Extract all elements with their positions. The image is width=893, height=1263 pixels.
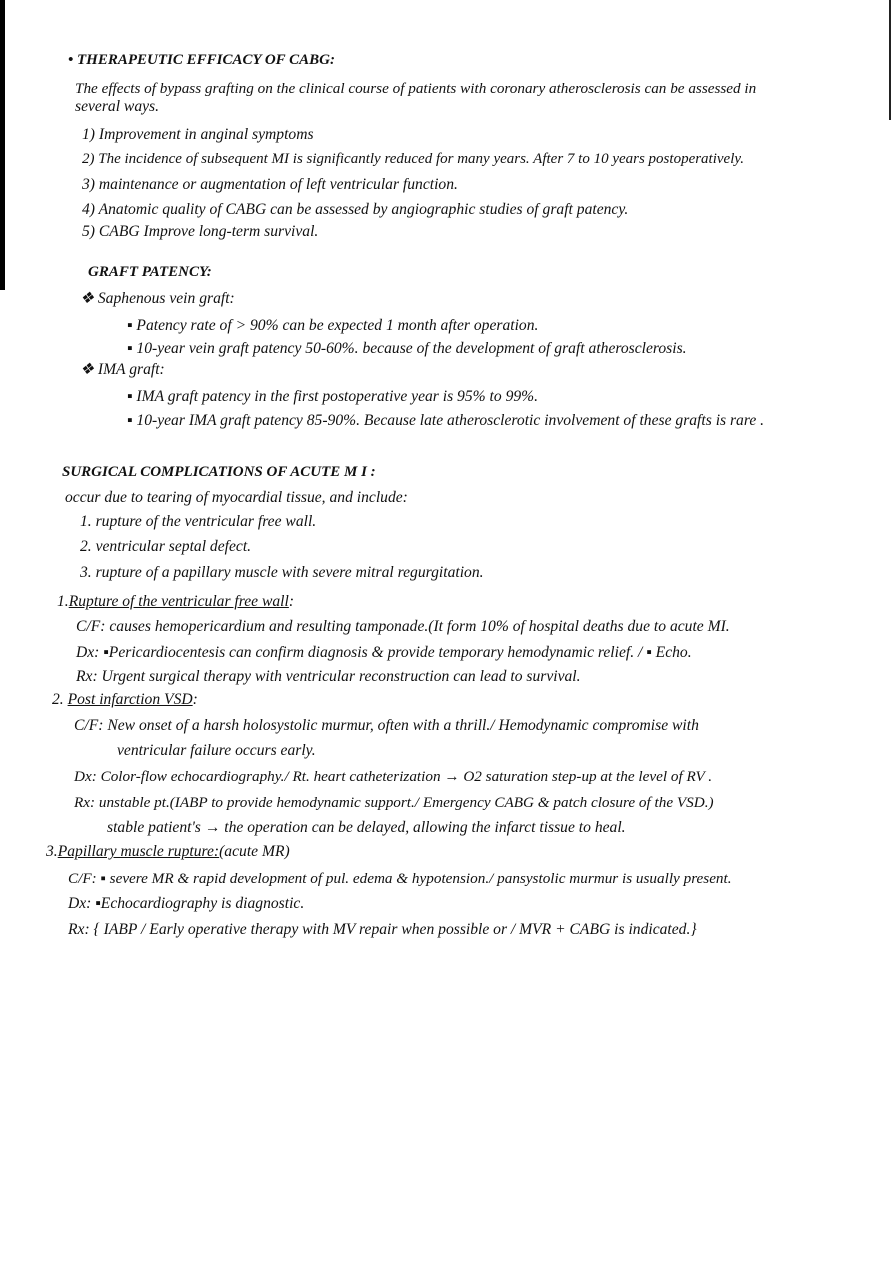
papillary-cf: C/F: ▪ severe MR & rapid development of pul. edema & hypotension./ pansystolic murmur is usually present. [68,870,732,887]
vsd-dx: Dx: Color-flow echocardiography./ Rt. heart catheterization → O2 saturation step-up at the level of RV . [74,768,713,785]
list-item: 2) The incidence of subsequent MI is significantly reduced for many years. After 7 to 10 years postoperatively. [82,151,744,167]
vsd-cf-line-2: ventricular failure occurs early. [117,742,316,759]
intro-line-1: The effects of bypass grafting on the clinical course of patients with coronary atherosclerosis can be assessed in [75,80,757,97]
rupture-free-wall-heading [57,592,294,612]
rupture-rx: Rx: Urgent surgical therapy with ventricular reconstruction can lead to survival. [76,668,581,685]
saphenous-vein-graft-label: ❖ Saphenous vein graft: [80,290,235,307]
rupture-colon: : [288,593,295,610]
papillary-rx: Rx: { IABP / Early operative therapy with MV repair when possible or / MVR + CABG is indicated.} [68,921,697,938]
list-item: 4) Anatomic quality of CABG can be assessed by angiographic studies of graft patency. [82,201,629,218]
scan-edge-right [889,0,891,120]
list-item: 1) Improvement in anginal symptoms [82,126,314,143]
graft-patency-heading: GRAFT PATENCY: [88,264,212,280]
rupture-number: 1. [57,593,69,610]
vsd-title: Post infarction VSD [67,691,193,708]
list-item: ▪ 10-year vein graft patency 50-60%. because of the development of graft atherosclerosis. [127,340,687,357]
vsd-cf-line-1: C/F: New onset of a harsh holosystolic murmur, often with a thrill./ Hemodynamic compromise with [74,717,699,734]
vsd-heading [52,690,198,710]
list-item: 3) maintenance or augmentation of left ventricular function. [82,176,458,193]
scan-edge-left [0,0,5,290]
vsd-colon: : [192,691,198,708]
rupture-cf: C/F: causes hemopericardium and resulting tamponade.(It form 10% of hospital deaths due to acute MI. [76,618,730,635]
list-item: 2. ventricular septal defect. [80,538,252,555]
papillary-title: Papillary muscle rupture: [57,843,220,860]
rupture-dx: Dx: ▪Pericardiocentesis can confirm diagnosis & provide temporary hemodynamic relief. / ▪ Echo. [76,644,692,661]
intro-line-2: several ways. [75,98,160,115]
rupture-title: Rupture of the ventricular free wall [68,593,289,610]
list-item: 5) CABG Improve long-term survival. [82,223,319,240]
therapeutic-efficacy-heading: • THERAPEUTIC EFFICACY OF CABG: [68,52,335,68]
vsd-rx-line-2: stable patient's → the operation can be delayed, allowing the infarct tissue to heal. [107,819,626,836]
papillary-heading [46,842,290,862]
papillary-number: 3. [46,843,58,860]
ima-graft-label: ❖ IMA graft: [80,361,165,378]
list-item: ▪ 10-year IMA graft patency 85-90%. Because late atherosclerotic involvement of these grafts is rare . [127,412,765,429]
surgical-intro: occur due to tearing of myocardial tissue, and include: [65,489,408,506]
vsd-rx-line-1: Rx: unstable pt.(IABP to provide hemodynamic support./ Emergency CABG & patch closure of the VSD.) [74,794,714,811]
list-item: ▪ Patency rate of > 90% can be expected 1 month after operation. [127,317,539,334]
list-item: ▪ IMA graft patency in the first postoperative year is 95% to 99%. [127,388,539,405]
papillary-dx: Dx: ▪Echocardiography is diagnostic. [68,895,305,912]
vsd-number: 2. [52,691,68,708]
list-item: 3. rupture of a papillary muscle with severe mitral regurgitation. [80,564,484,581]
papillary-suffix: (acute MR) [219,843,290,860]
list-item: 1. rupture of the ventricular free wall. [80,513,317,530]
surgical-complications-heading: SURGICAL COMPLICATIONS OF ACUTE M I : [62,464,376,480]
